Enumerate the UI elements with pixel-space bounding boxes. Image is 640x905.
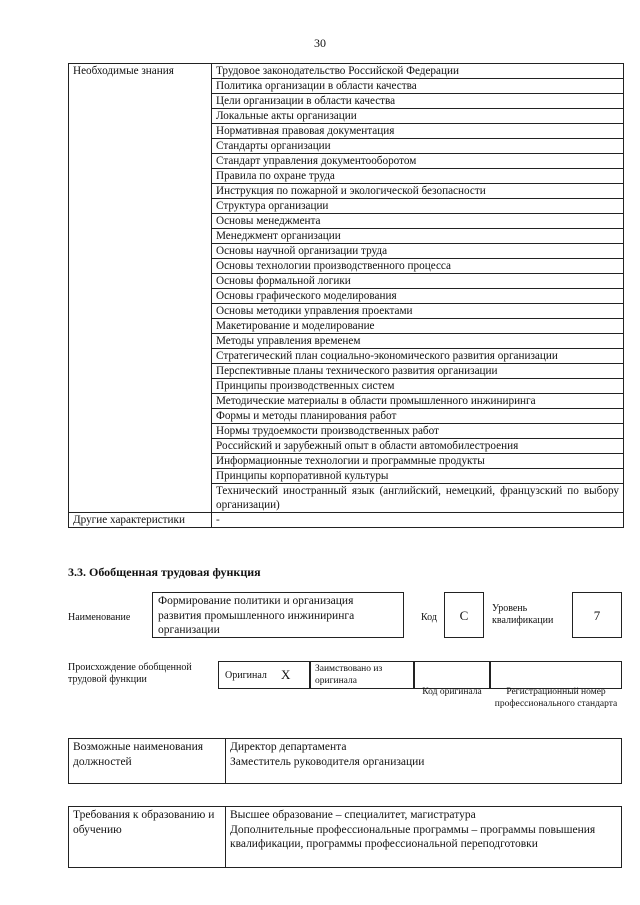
position-item: Директор департамента (230, 741, 347, 753)
knowledge-item: Основы научной организации труда (212, 244, 624, 259)
reg-number-caption: Регистрационный номер профессионального стандарта (494, 687, 618, 709)
code-original-cell (414, 661, 490, 689)
knowledge-item: Стандарты организации (212, 139, 624, 154)
knowledge-item: Российский и зарубежный опыт в области автомобилестроения (212, 439, 624, 454)
other-label: Другие характеристики (69, 513, 212, 528)
knowledge-item: Основы менеджмента (212, 214, 624, 229)
knowledge-item: Информационные технологии и программные продукты (212, 454, 624, 469)
other-row (69, 513, 624, 528)
knowledge-item: Перспективные планы технического развития организации (212, 364, 624, 379)
original-mark: Х (281, 667, 291, 682)
knowledge-item: Технический иностранный язык (английский, немецкий, французский по выбору организации) (212, 484, 624, 513)
knowledge-item: Основы методики управления проектами (212, 304, 624, 319)
knowledge-item: Основы технологии производственного процесса (212, 259, 624, 274)
positions-table (68, 738, 622, 784)
knowledge-item: Макетирование и моделирование (212, 319, 624, 334)
knowledge-item: Трудовое законодательство Российской Федерации (212, 64, 624, 79)
code-value: С (444, 592, 484, 638)
knowledge-item: Основы формальной логики (212, 274, 624, 289)
knowledge-item: Стратегический план социально-экономического развития организации (212, 349, 624, 364)
education-values (226, 807, 622, 868)
positions-values (226, 739, 622, 784)
knowledge-item: Менеджмент организации (212, 229, 624, 244)
positions-label: Возможные наименования должностей (69, 739, 226, 784)
knowledge-item: Политика организации в области качества (212, 79, 624, 94)
section-heading: 3.3. Обобщенная трудовая функция (68, 565, 261, 579)
position-item: Заместитель руководителя организации (230, 755, 425, 768)
knowledge-item: Основы графического моделирования (212, 289, 624, 304)
education-item: Высшее образование – специалитет, магистратура (230, 809, 476, 821)
knowledge-item: Методы управления временем (212, 334, 624, 349)
knowledge-item: Инструкция по пожарной и экологической безопасности (212, 184, 624, 199)
knowledge-item: Нормативная правовая документация (212, 124, 624, 139)
level-label: Уровень квалификации (492, 603, 554, 626)
knowledge-item: Правила по охране труда (212, 169, 624, 184)
knowledge-table (68, 63, 624, 528)
education-table (68, 806, 622, 868)
page-number: 30 (314, 36, 326, 50)
origin-label: Происхождение обобщенной трудовой функции (68, 662, 192, 685)
name-value: Формирование политики и организация развития промышленного инжиниринга организации (152, 592, 404, 638)
borrowed-label: Заимствовано из оригинала (310, 661, 414, 689)
knowledge-item: Стандарт управления документооборотом (212, 154, 624, 169)
education-item: Дополнительные профессиональные программы – программы повышения квалификации, программы профессиональной переподготовки (230, 823, 596, 850)
knowledge-item: Формы и методы планирования работ (212, 409, 624, 424)
original-label: Оригинал (225, 670, 267, 681)
knowledge-item: Структура организации (212, 199, 624, 214)
knowledge-item: Методические материалы в области промышленного инжиниринга (212, 394, 624, 409)
code-original-caption: Код оригинала (422, 687, 482, 697)
code-label: Код (421, 612, 437, 623)
knowledge-item: Цели организации в области качества (212, 94, 624, 109)
knowledge-item: Нормы трудоемкости производственных работ (212, 424, 624, 439)
level-value: 7 (572, 592, 622, 638)
other-value: - (212, 513, 624, 528)
education-label: Требования к образованию и обучению (69, 807, 226, 868)
knowledge-row (69, 64, 624, 79)
reg-number-cell (490, 661, 622, 689)
original-cell (218, 661, 310, 689)
knowledge-item: Принципы производственных систем (212, 379, 624, 394)
knowledge-label: Необходимые знания (69, 64, 212, 513)
name-label: Наименование (68, 612, 131, 623)
knowledge-item: Принципы корпоративной культуры (212, 469, 624, 484)
knowledge-item: Локальные акты организации (212, 109, 624, 124)
